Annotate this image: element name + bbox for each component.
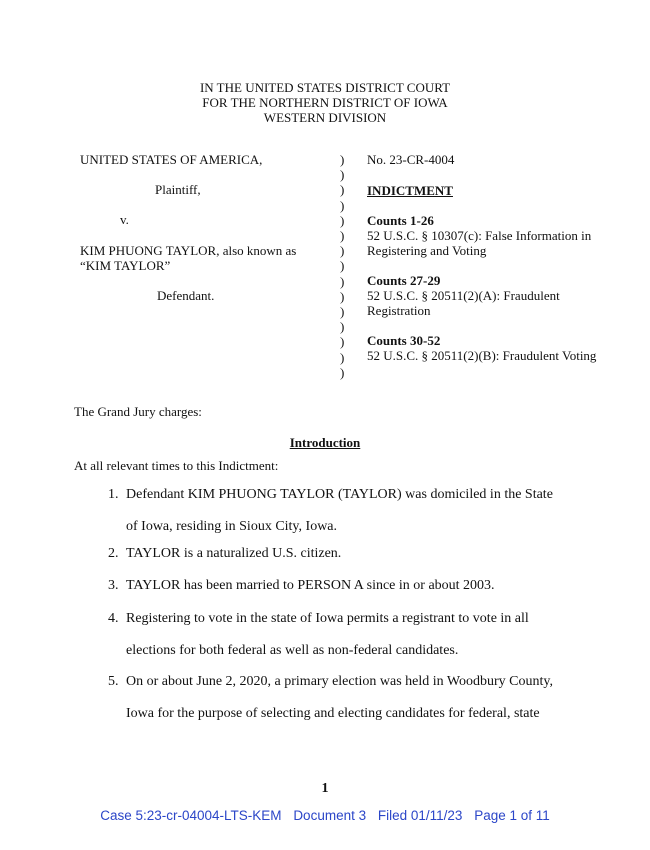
count-group-statute: 52 U.S.C. § 20511(2)(B): Fraudulent Voting — [367, 348, 597, 363]
paragraph-number: 3. — [108, 578, 119, 593]
caption-paren: ) — [340, 319, 345, 335]
paragraph-line: of Iowa, residing in Sioux City, Iowa. — [126, 519, 338, 534]
caption-paren: ) — [340, 334, 345, 350]
paragraph-line: On or about June 2, 2020, a primary election was held in Woodbury County, — [126, 674, 553, 689]
stamp-document: Document 3 — [293, 808, 367, 823]
case-number: No. 23-CR-4004 — [367, 152, 455, 167]
grand-jury-charges: The Grand Jury charges: — [74, 404, 202, 419]
count-group-statute: Registration — [367, 303, 431, 318]
caption-paren: ) — [340, 349, 345, 365]
versus: v. — [120, 212, 129, 227]
relevant-times: At all relevant times to this Indictment: — [74, 458, 279, 473]
caption-paren: ) — [340, 167, 345, 183]
caption-paren: ) — [340, 304, 345, 320]
defendant-name: KIM PHUONG TAYLOR, also known as — [80, 243, 297, 258]
caption-paren: ) — [340, 182, 345, 198]
defendant-alias: “KIM TAYLOR” — [80, 258, 171, 273]
stamp-page: Page 1 of 11 — [474, 808, 550, 823]
filing-stamp — [0, 808, 650, 823]
defendant-label: Defendant. — [157, 288, 215, 303]
paragraph-line: Iowa for the purpose of selecting and electing candidates for federal, state — [126, 706, 540, 721]
caption-paren: ) — [340, 243, 345, 259]
count-group-heading: Counts 1-26 — [367, 213, 434, 228]
caption-paren: ) — [340, 273, 345, 289]
caption-paren: ) — [340, 258, 345, 274]
stamp-filed-date: Filed 01/11/23 — [377, 808, 463, 823]
plaintiff-name: UNITED STATES OF AMERICA, — [80, 152, 263, 167]
caption-paren: ) — [340, 228, 345, 244]
caption-paren: ) — [340, 212, 345, 228]
count-group-heading: Counts 27-29 — [367, 273, 441, 288]
stamp-case-number: Case 5:23-cr-04004-LTS-KEM — [100, 808, 282, 823]
count-group-heading: Counts 30-52 — [367, 333, 441, 348]
caption-paren: ) — [340, 152, 345, 167]
count-group-statute: 52 U.S.C. § 20511(2)(A): Fraudulent — [367, 288, 560, 303]
count-group-statute: 52 U.S.C. § 10307(c): False Information in — [367, 228, 592, 243]
paragraph-line: Defendant KIM PHUONG TAYLOR (TAYLOR) was domiciled in the State — [126, 487, 553, 502]
paragraph-number: 4. — [108, 611, 119, 626]
paragraph-number: 5. — [108, 674, 119, 689]
caption-paren: ) — [340, 364, 345, 380]
court-division-line: WESTERN DIVISION — [263, 110, 387, 125]
caption-paren: ) — [340, 197, 345, 213]
section-heading: Introduction — [289, 435, 361, 450]
court-district-line: FOR THE NORTHERN DISTRICT OF IOWA — [202, 95, 448, 110]
page-number: 1 — [321, 781, 329, 796]
paragraph-line: elections for both federal as well as non-federal candidates. — [126, 643, 459, 658]
plaintiff-label: Plaintiff, — [155, 182, 201, 197]
paragraph-line: TAYLOR is a naturalized U.S. citizen. — [126, 546, 342, 561]
caption-divider — [340, 152, 344, 380]
paragraph-line: TAYLOR has been married to PERSON A since in or about 2003. — [126, 578, 495, 593]
count-group-statute: Registering and Voting — [367, 243, 487, 258]
caption-paren: ) — [340, 288, 345, 304]
paragraph-number: 2. — [108, 546, 119, 561]
court-header — [0, 80, 650, 125]
indictment-title: INDICTMENT — [367, 183, 453, 198]
paragraph-number: 1. — [108, 487, 119, 502]
paragraph-line: Registering to vote in the state of Iowa permits a registrant to vote in all — [126, 611, 529, 626]
court-name-line: IN THE UNITED STATES DISTRICT COURT — [199, 80, 451, 95]
